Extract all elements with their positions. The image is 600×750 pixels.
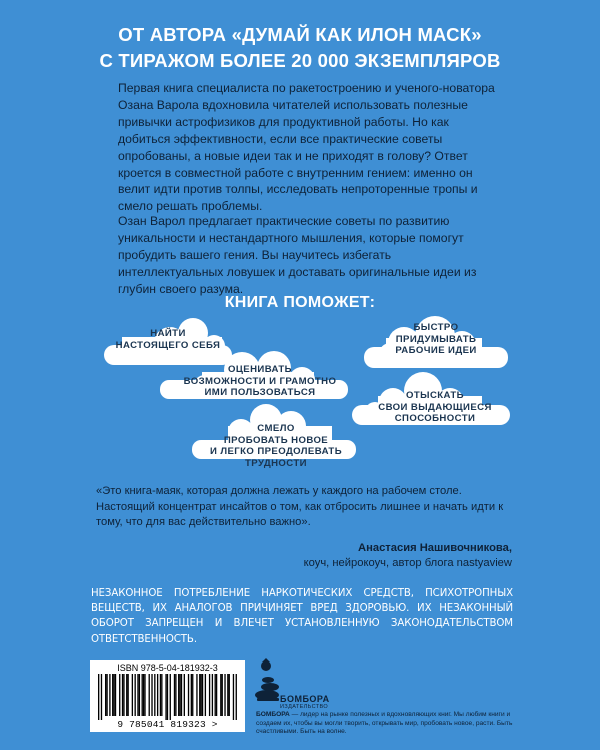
quote-author-name: Анастасия Нашивочникова, xyxy=(358,542,512,554)
helps-title: КНИГА ПОМОЖЕТ: xyxy=(224,294,376,311)
barcode-box xyxy=(90,660,245,732)
description-paragraph-1: Первая книга специалиста по ракетостроению и ученого-новатора Озана Варола вдохновила читателей использовать полезные привычки астрофизиков для продуктивной работы. Но как добиться эффективности, если все практические советы опробованы, а новые идеи так и не приходят в голову? Ответ кроется в совместной работе с внутренним гением: именно он велит идти против толпы, исследовать непроторенные тропы и смело решать проблемы. xyxy=(118,81,495,214)
publisher-name: БОМБОРА xyxy=(256,711,290,718)
quote-text: «Это книга-маяк, которая должна лежать у каждого на рабочем столе. Настоящий концентрат инсайтов о том, как отбросить лишнее и начать идти к тому, что для вас действительно важно». xyxy=(96,485,504,529)
publisher-description: — лидер на рынке полезных и вдохновляющих книг. Мы любим книги и создаем их, чтобы вы могли творить, открывать мир, пробовать новое, расти. Быть счастливыми. Быть на волне. xyxy=(256,711,513,736)
publisher-info xyxy=(256,711,518,737)
cloud-4-label xyxy=(370,390,500,425)
cloud-4-line-1: ОТЫСКАТЬ xyxy=(406,390,464,401)
header-line-2: С ТИРАЖОМ БОЛЕЕ 20 000 ЭКЗЕМПЛЯРОВ xyxy=(99,50,501,71)
legal-warning: НЕЗАКОННОЕ ПОТРЕБЛЕНИЕ НАРКОТИЧЕСКИХ СРЕДСТВ, ПСИХОТРОПНЫХ ВЕЩЕСТВ, ИХ АНАЛОГОВ ПРИЧИНЯЕТ ВРЕД ЗДОРОВЬЮ. ИХ НЕЗАКОННЫЙ ОБОРОТ ЗАПРЕЩЕН И ВЛЕЧЕТ УСТАНОВЛЕННУЮ ЗАКОНОДАТЕЛЬСТВОМ ОТВЕТСТВЕННОСТЬ. xyxy=(91,588,513,645)
cloud-3-line-2: ВОЗМОЖНОСТИ И ГРАМОТНО xyxy=(183,375,337,387)
cloud-1-label xyxy=(113,328,223,351)
cloud-5-line-3: И ЛЕГКО ПРЕОДОЛЕВАТЬ ТРУДНОСТИ xyxy=(210,446,342,469)
cloud-5-line-1: СМЕЛО xyxy=(257,423,295,434)
cloud-5-line-2: ПРОБОВАТЬ НОВОЕ xyxy=(223,434,329,446)
cloud-5-label xyxy=(186,423,366,469)
cloud-2-line-3: РАБОЧИЕ ИДЕИ xyxy=(395,345,477,357)
logo-subtitle: ИЗДАТЕЛЬСТВО xyxy=(280,704,329,710)
cloud-1-line-1: НАЙТИ xyxy=(150,328,186,339)
cloud-3-label xyxy=(180,364,340,399)
cloud-3-line-3: ИМИ ПОЛЬЗОВАТЬСЯ xyxy=(204,387,316,399)
logo-wordmark: БОМБОРА xyxy=(280,694,330,704)
cloud-2-line-1: БЫСТРО xyxy=(413,322,459,333)
cloud-1-line-2: НАСТОЯЩЕГО СЕБЯ xyxy=(115,339,221,351)
cloud-4-line-2: СВОИ ВЫДАЮЩИЕСЯ xyxy=(378,401,492,413)
barcode-digits: 9 785041 819323 > xyxy=(117,719,218,730)
cloud-3-line-1: ОЦЕНИВАТЬ xyxy=(228,364,292,375)
quote-author-role: коуч, нейрокоуч, автор блога nastyaview xyxy=(303,557,512,570)
quote-attribution xyxy=(304,541,512,572)
cloud-4-line-3: СПОСОБНОСТИ xyxy=(394,413,476,425)
description-paragraph-2: Озан Варол предлагает практические советы по развитию уникальности и нестандартного мышления, которые помогут пробудить вашего гения. Вы научитесь избегать интеллектуальных ловушек и доставать оригинальные идеи из глубин своего разума. xyxy=(118,214,477,296)
barcode-bars xyxy=(98,674,237,720)
header-line-1: ОТ АВТОРА «ДУМАЙ КАК ИЛОН МАСК» xyxy=(118,24,482,45)
cloud-2-line-2: ПРИДУМЫВАТЬ xyxy=(395,333,477,345)
cloud-2-label xyxy=(376,322,496,357)
isbn-text: ISBN 978-5-04-181932-3 xyxy=(117,663,218,673)
